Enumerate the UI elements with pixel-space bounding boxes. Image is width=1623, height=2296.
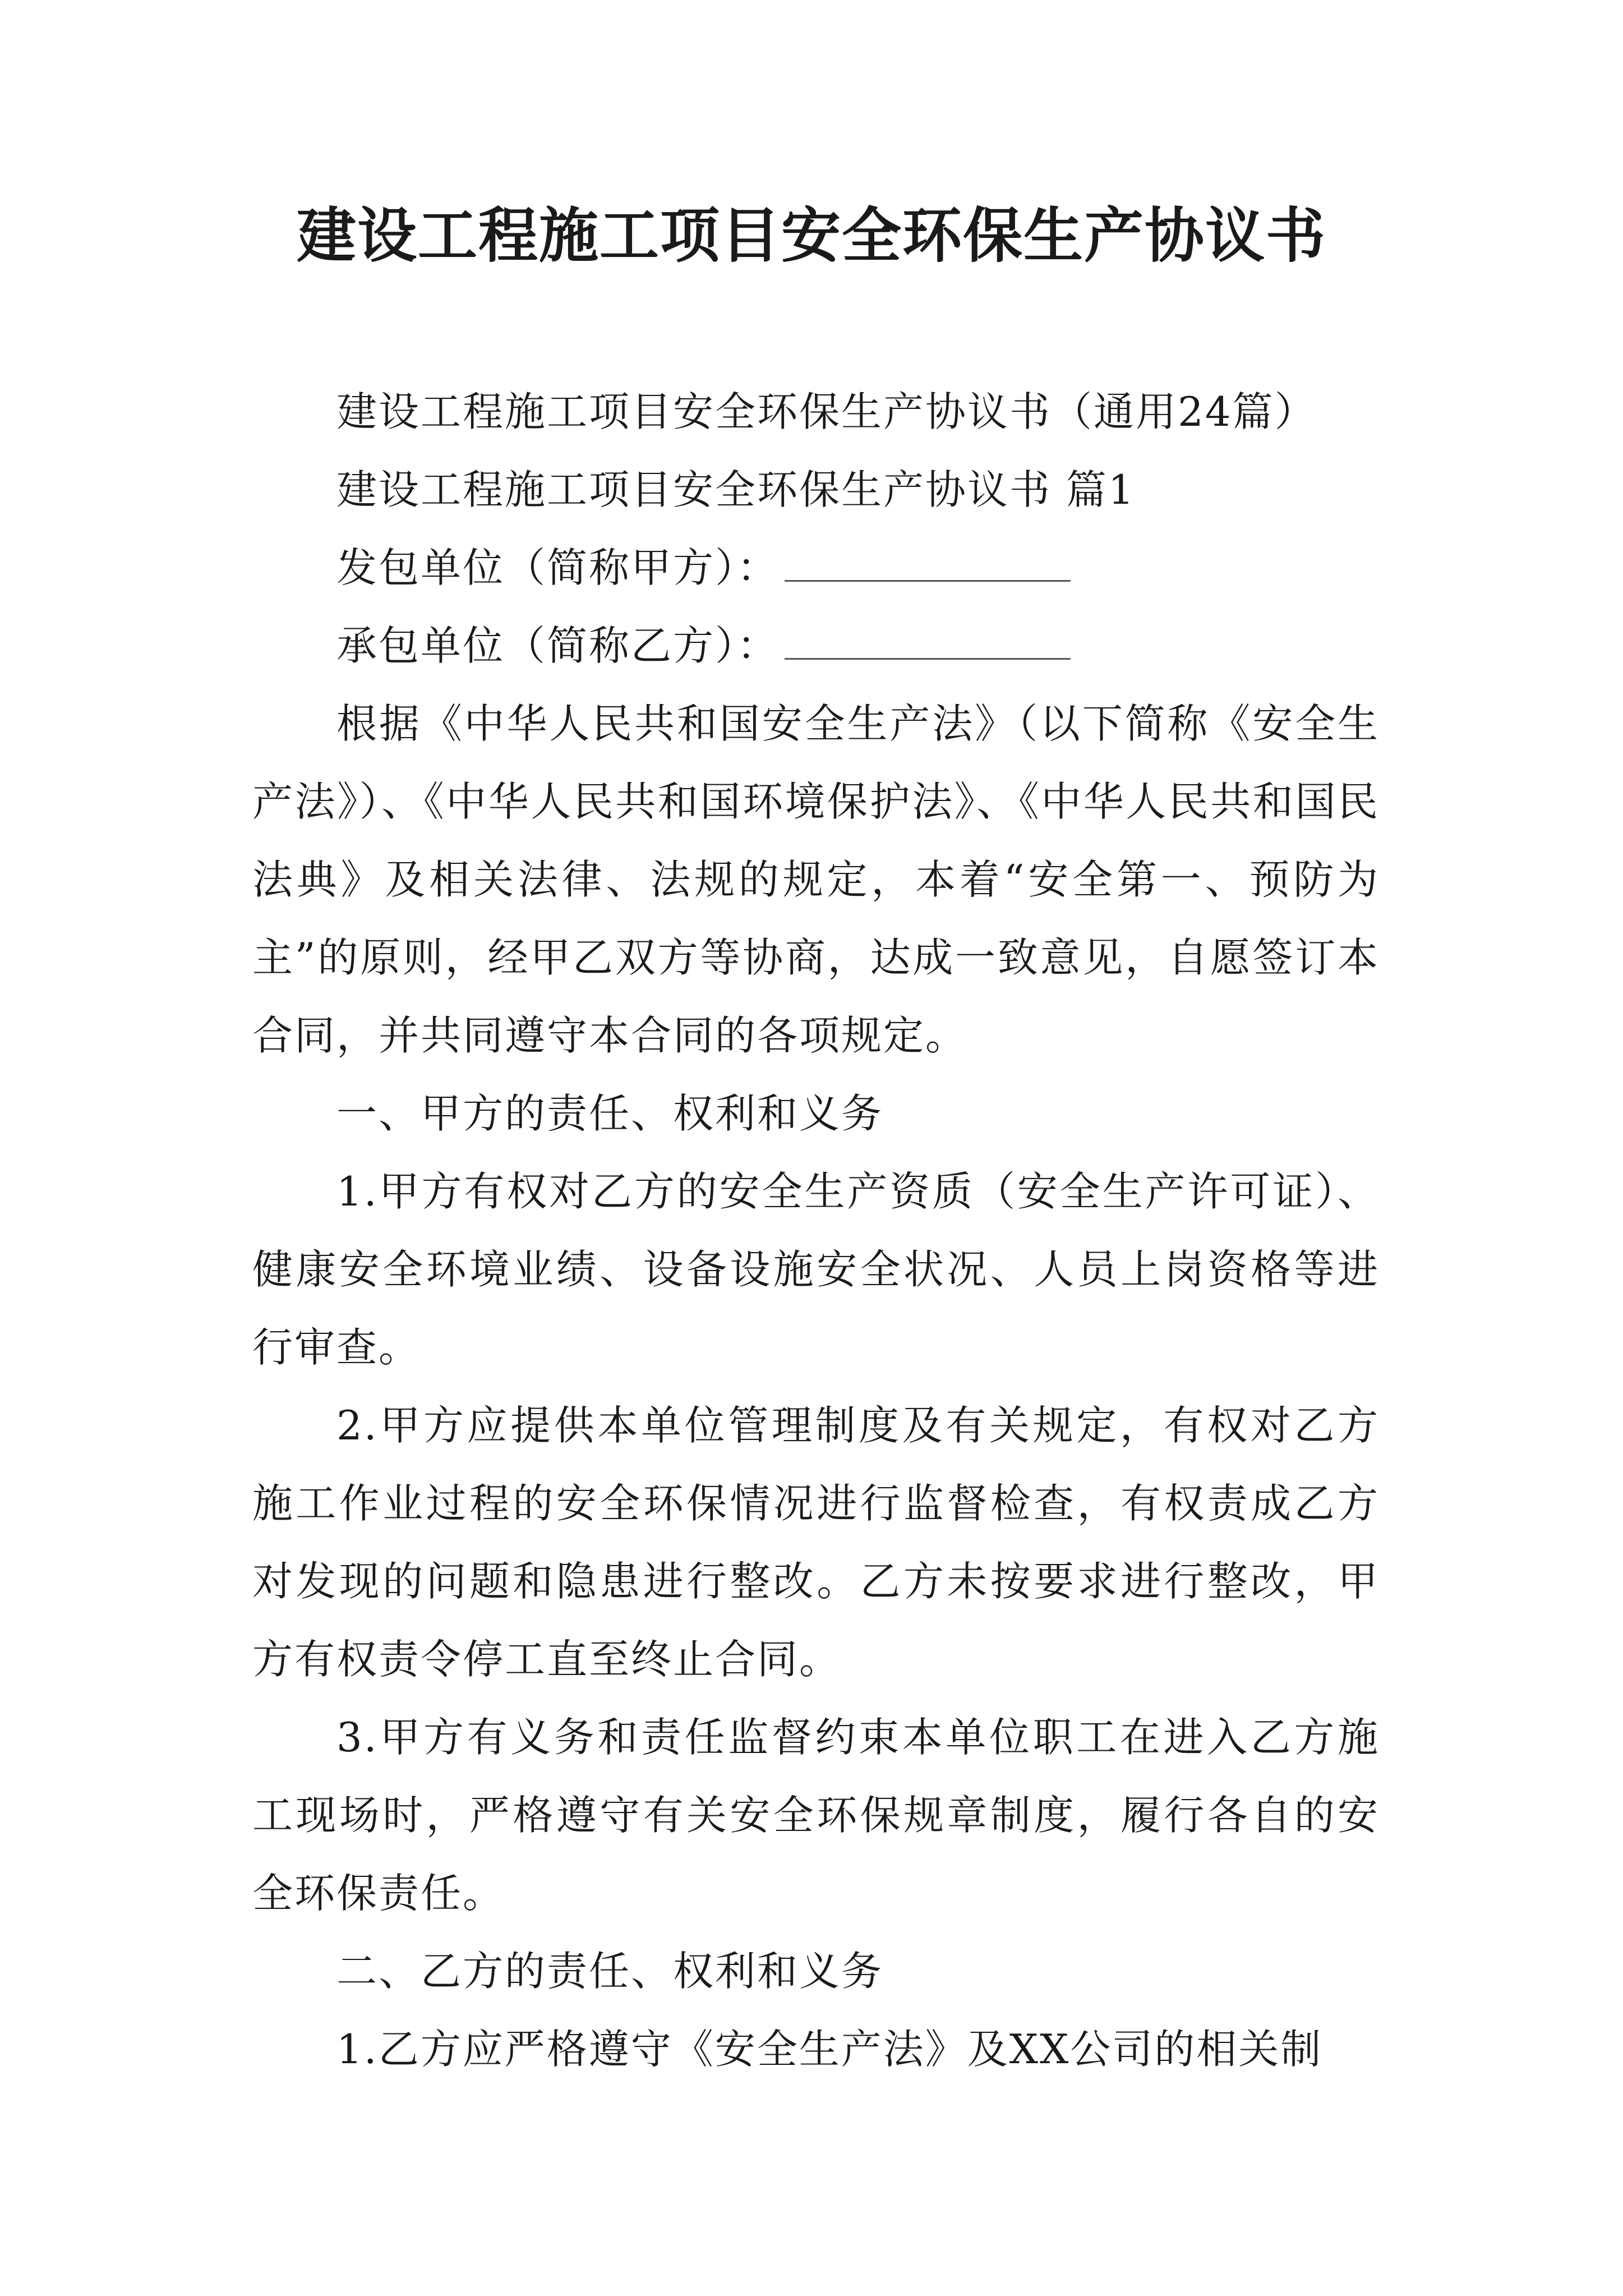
document-subtitle: 建设工程施工项目安全环保生产协议书（通用24篇） [336, 388, 1317, 435]
party-b-label: 承包单位（简称乙方）： [336, 622, 780, 669]
document-title: 建设工程施工项目安全环保生产协议书 [297, 200, 1326, 270]
preamble-paragraph: 根据《中华人民共和国安全生产法》（以下简称《安全生产法》）、《中华人民共和国环境保护法》、《中华人民共和国民法典》及相关法律、法规的规定，本着“安全第一、预防为主”的原则，经甲乙双方等协商，达成一致意见，自愿签订本合同，并共同遵守本合同的各项规定。 [252, 700, 1380, 1059]
part1-heading: 一、甲方的责任、权利和义务 [336, 1090, 884, 1137]
part1-item1: 1.甲方有权对乙方的安全生产资质（安全生产许可证）、健康安全环境业绩、设备设施安全状况、人员上岗资格等进行审查。 [252, 1168, 1380, 1371]
party-b-line [252, 607, 1380, 685]
part1-item2: 2.甲方应提供本单位管理制度及有关规定，有权对乙方施工作业过程的安全环保情况进行监督检查，有权责成乙方对发现的问题和隐患进行整改。乙方未按要求进行整改，甲方有权责令停工直至终止合同。 [252, 1402, 1380, 1683]
part2-heading: 二、乙方的责任、权利和义务 [336, 1948, 884, 1995]
part2-item1: 1.乙方应严格遵守《安全生产法》及XX公司的相关制 [336, 2026, 1323, 2073]
party-a-blank [785, 546, 1071, 582]
section-heading: 建设工程施工项目安全环保生产协议书 篇1 [336, 466, 1136, 513]
part1-item3: 3.甲方有义务和责任监督约束本单位职工在进入乙方施工现场时，严格遵守有关安全环保规章制度，履行各自的安全环保责任。 [252, 1714, 1380, 1917]
party-a-line [252, 529, 1380, 607]
document-body [252, 373, 1380, 2088]
party-b-blank [785, 624, 1071, 660]
party-a-label: 发包单位（简称甲方）： [336, 544, 780, 591]
